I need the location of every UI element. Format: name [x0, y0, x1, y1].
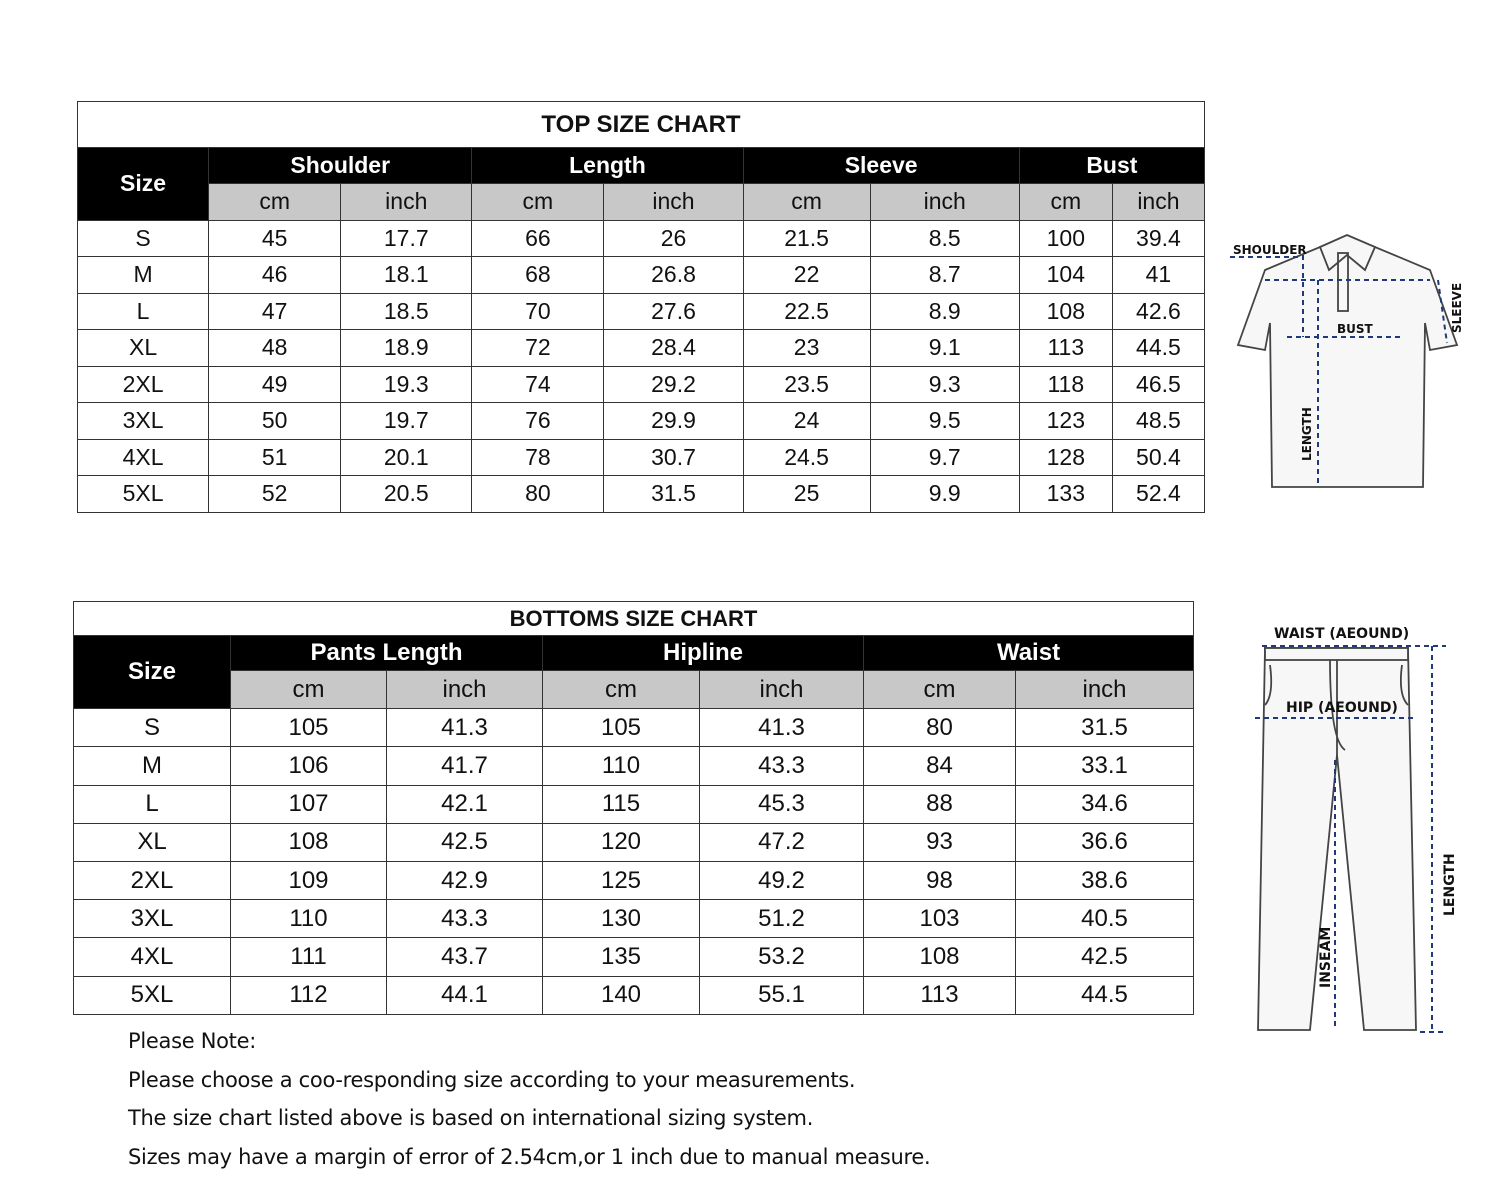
value-cell: 43.3: [387, 900, 543, 938]
group-header: Shoulder: [209, 148, 472, 184]
value-cell: 9.5: [870, 403, 1019, 440]
value-cell: 123: [1019, 403, 1112, 440]
value-cell: 8.5: [870, 220, 1019, 257]
table-row: [74, 861, 1194, 899]
table-row: [74, 747, 1194, 785]
value-cell: 41.3: [387, 709, 543, 747]
unit-header: cm: [209, 184, 341, 221]
size-cell: M: [74, 747, 231, 785]
value-cell: 88: [864, 785, 1016, 823]
table-row: [78, 476, 1205, 513]
value-cell: 108: [864, 938, 1016, 976]
size-cell: M: [78, 257, 209, 294]
value-cell: 105: [231, 709, 387, 747]
value-cell: 55.1: [700, 976, 864, 1014]
value-cell: 78: [472, 439, 604, 476]
value-cell: 45: [209, 220, 341, 257]
value-cell: 49.2: [700, 861, 864, 899]
unit-header: cm: [543, 671, 700, 709]
chart-title: BOTTOMS SIZE CHART: [74, 602, 1194, 636]
note-line: Please choose a coo-responding size according to your measurements.: [128, 1067, 856, 1092]
value-cell: 31.5: [604, 476, 743, 513]
unit-header: inch: [341, 184, 472, 221]
unit-header: cm: [864, 671, 1016, 709]
value-cell: 51.2: [700, 900, 864, 938]
value-cell: 107: [231, 785, 387, 823]
value-cell: 18.1: [341, 257, 472, 294]
value-cell: 40.5: [1016, 900, 1194, 938]
value-cell: 72: [472, 330, 604, 367]
group-header: Sleeve: [743, 148, 1019, 184]
value-cell: 128: [1019, 439, 1112, 476]
value-cell: 42.9: [387, 861, 543, 899]
value-cell: 25: [743, 476, 870, 513]
size-cell: 5XL: [78, 476, 209, 513]
value-cell: 9.1: [870, 330, 1019, 367]
value-cell: 120: [543, 823, 700, 861]
value-cell: 104: [1019, 257, 1112, 294]
value-cell: 50.4: [1112, 439, 1204, 476]
value-cell: 8.9: [870, 293, 1019, 330]
value-cell: 24: [743, 403, 870, 440]
value-cell: 41.3: [700, 709, 864, 747]
unit-header-row: [74, 671, 1194, 709]
table-row: [74, 900, 1194, 938]
note-line: Sizes may have a margin of error of 2.54cm,or 1 inch due to manual measure.: [128, 1144, 931, 1169]
value-cell: 110: [543, 747, 700, 785]
note-heading: Please Note:: [128, 1029, 257, 1053]
unit-header: cm: [1019, 184, 1112, 221]
value-cell: 42.1: [387, 785, 543, 823]
sleeve-label: SLEEVE: [1450, 282, 1464, 333]
value-cell: 46.5: [1112, 366, 1204, 403]
value-cell: 49: [209, 366, 341, 403]
value-cell: 22: [743, 257, 870, 294]
table-row: [74, 785, 1194, 823]
value-cell: 106: [231, 747, 387, 785]
value-cell: 80: [472, 476, 604, 513]
note-line: The size chart listed above is based on international sizing system.: [128, 1106, 814, 1130]
value-cell: 47.2: [700, 823, 864, 861]
value-cell: 70: [472, 293, 604, 330]
value-cell: 108: [1019, 293, 1112, 330]
value-cell: 140: [543, 976, 700, 1014]
value-cell: 24.5: [743, 439, 870, 476]
value-cell: 44.5: [1016, 976, 1194, 1014]
value-cell: 22.5: [743, 293, 870, 330]
unit-header: inch: [1112, 184, 1204, 221]
value-cell: 39.4: [1112, 220, 1204, 257]
value-cell: 20.5: [341, 476, 472, 513]
value-cell: 21.5: [743, 220, 870, 257]
table-row: [74, 938, 1194, 976]
value-cell: 115: [543, 785, 700, 823]
value-cell: 27.6: [604, 293, 743, 330]
pants-diagram: [1250, 620, 1465, 1040]
unit-header: cm: [472, 184, 604, 221]
value-cell: 31.5: [1016, 709, 1194, 747]
value-cell: 68: [472, 257, 604, 294]
value-cell: 41.7: [387, 747, 543, 785]
value-cell: 33.1: [1016, 747, 1194, 785]
size-cell: XL: [74, 823, 231, 861]
group-header-row: [78, 148, 1205, 184]
chart-title-row: [78, 102, 1205, 148]
group-header: Pants Length: [231, 636, 543, 671]
waist-label: WAIST (AEOUND): [1274, 626, 1410, 642]
value-cell: 42.5: [1016, 938, 1194, 976]
value-cell: 98: [864, 861, 1016, 899]
table-row: [78, 293, 1205, 330]
chart-title: TOP SIZE CHART: [78, 102, 1205, 148]
value-cell: 26: [604, 220, 743, 257]
value-cell: 19.7: [341, 403, 472, 440]
table-row: [78, 403, 1205, 440]
value-cell: 18.5: [341, 293, 472, 330]
value-cell: 108: [231, 823, 387, 861]
value-cell: 51: [209, 439, 341, 476]
value-cell: 110: [231, 900, 387, 938]
value-cell: 17.7: [341, 220, 472, 257]
table-row: [74, 709, 1194, 747]
value-cell: 46: [209, 257, 341, 294]
value-cell: 109: [231, 861, 387, 899]
size-cell: XL: [78, 330, 209, 367]
value-cell: 43.3: [700, 747, 864, 785]
table-row: [74, 823, 1194, 861]
value-cell: 23: [743, 330, 870, 367]
size-cell: 2XL: [78, 366, 209, 403]
size-cell: 2XL: [74, 861, 231, 899]
value-cell: 103: [864, 900, 1016, 938]
value-cell: 47: [209, 293, 341, 330]
unit-header: inch: [700, 671, 864, 709]
table-row: [74, 976, 1194, 1014]
value-cell: 29.9: [604, 403, 743, 440]
value-cell: 28.4: [604, 330, 743, 367]
size-cell: S: [78, 220, 209, 257]
unit-header: cm: [231, 671, 387, 709]
value-cell: 113: [1019, 330, 1112, 367]
value-cell: 38.6: [1016, 861, 1194, 899]
value-cell: 48.5: [1112, 403, 1204, 440]
table-row: [78, 366, 1205, 403]
value-cell: 9.3: [870, 366, 1019, 403]
bottoms-size-chart: [73, 601, 1194, 1015]
value-cell: 112: [231, 976, 387, 1014]
unit-header: inch: [1016, 671, 1194, 709]
value-cell: 42.6: [1112, 293, 1204, 330]
unit-header: inch: [870, 184, 1019, 221]
value-cell: 26.8: [604, 257, 743, 294]
value-cell: 93: [864, 823, 1016, 861]
value-cell: 130: [543, 900, 700, 938]
size-cell: 4XL: [74, 938, 231, 976]
size-cell: 5XL: [74, 976, 231, 1014]
value-cell: 76: [472, 403, 604, 440]
value-cell: 34.6: [1016, 785, 1194, 823]
chart-title-row: [74, 602, 1194, 636]
unit-header: inch: [387, 671, 543, 709]
size-cell: S: [74, 709, 231, 747]
group-header-row: [74, 636, 1194, 671]
group-header: Waist: [864, 636, 1194, 671]
pants-length-label: LENGTH: [1442, 853, 1458, 916]
value-cell: 50: [209, 403, 341, 440]
size-header: Size: [78, 148, 209, 221]
value-cell: 9.7: [870, 439, 1019, 476]
value-cell: 44.1: [387, 976, 543, 1014]
value-cell: 125: [543, 861, 700, 899]
top-size-chart: [77, 101, 1205, 513]
value-cell: 36.6: [1016, 823, 1194, 861]
size-cell: 4XL: [78, 439, 209, 476]
value-cell: 135: [543, 938, 700, 976]
shirt-length-label: LENGTH: [1300, 407, 1314, 461]
table-row: [78, 439, 1205, 476]
value-cell: 9.9: [870, 476, 1019, 513]
value-cell: 52: [209, 476, 341, 513]
value-cell: 100: [1019, 220, 1112, 257]
value-cell: 84: [864, 747, 1016, 785]
value-cell: 52.4: [1112, 476, 1204, 513]
shirt-diagram: [1225, 225, 1470, 500]
value-cell: 20.1: [341, 439, 472, 476]
value-cell: 29.2: [604, 366, 743, 403]
group-header: Bust: [1019, 148, 1204, 184]
value-cell: 44.5: [1112, 330, 1204, 367]
value-cell: 118: [1019, 366, 1112, 403]
value-cell: 43.7: [387, 938, 543, 976]
value-cell: 45.3: [700, 785, 864, 823]
value-cell: 30.7: [604, 439, 743, 476]
inseam-label: INSEAM: [1318, 926, 1334, 988]
unit-header-row: [78, 184, 1205, 221]
size-notes: [128, 1025, 930, 1179]
value-cell: 133: [1019, 476, 1112, 513]
value-cell: 48: [209, 330, 341, 367]
value-cell: 74: [472, 366, 604, 403]
value-cell: 18.9: [341, 330, 472, 367]
size-cell: 3XL: [78, 403, 209, 440]
table-row: [78, 330, 1205, 367]
value-cell: 53.2: [700, 938, 864, 976]
value-cell: 19.3: [341, 366, 472, 403]
size-cell: 3XL: [74, 900, 231, 938]
value-cell: 111: [231, 938, 387, 976]
bust-label: BUST: [1337, 322, 1373, 336]
table-row: [78, 220, 1205, 257]
size-header: Size: [74, 636, 231, 709]
unit-header: cm: [743, 184, 870, 221]
value-cell: 41: [1112, 257, 1204, 294]
size-cell: L: [74, 785, 231, 823]
value-cell: 66: [472, 220, 604, 257]
table-row: [78, 257, 1205, 294]
value-cell: 8.7: [870, 257, 1019, 294]
value-cell: 23.5: [743, 366, 870, 403]
group-header: Length: [472, 148, 743, 184]
shoulder-label: SHOULDER: [1233, 243, 1307, 257]
value-cell: 42.5: [387, 823, 543, 861]
unit-header: inch: [604, 184, 743, 221]
value-cell: 113: [864, 976, 1016, 1014]
hip-label: HIP (AEOUND): [1286, 700, 1398, 716]
size-cell: L: [78, 293, 209, 330]
value-cell: 80: [864, 709, 1016, 747]
group-header: Hipline: [543, 636, 864, 671]
value-cell: 105: [543, 709, 700, 747]
